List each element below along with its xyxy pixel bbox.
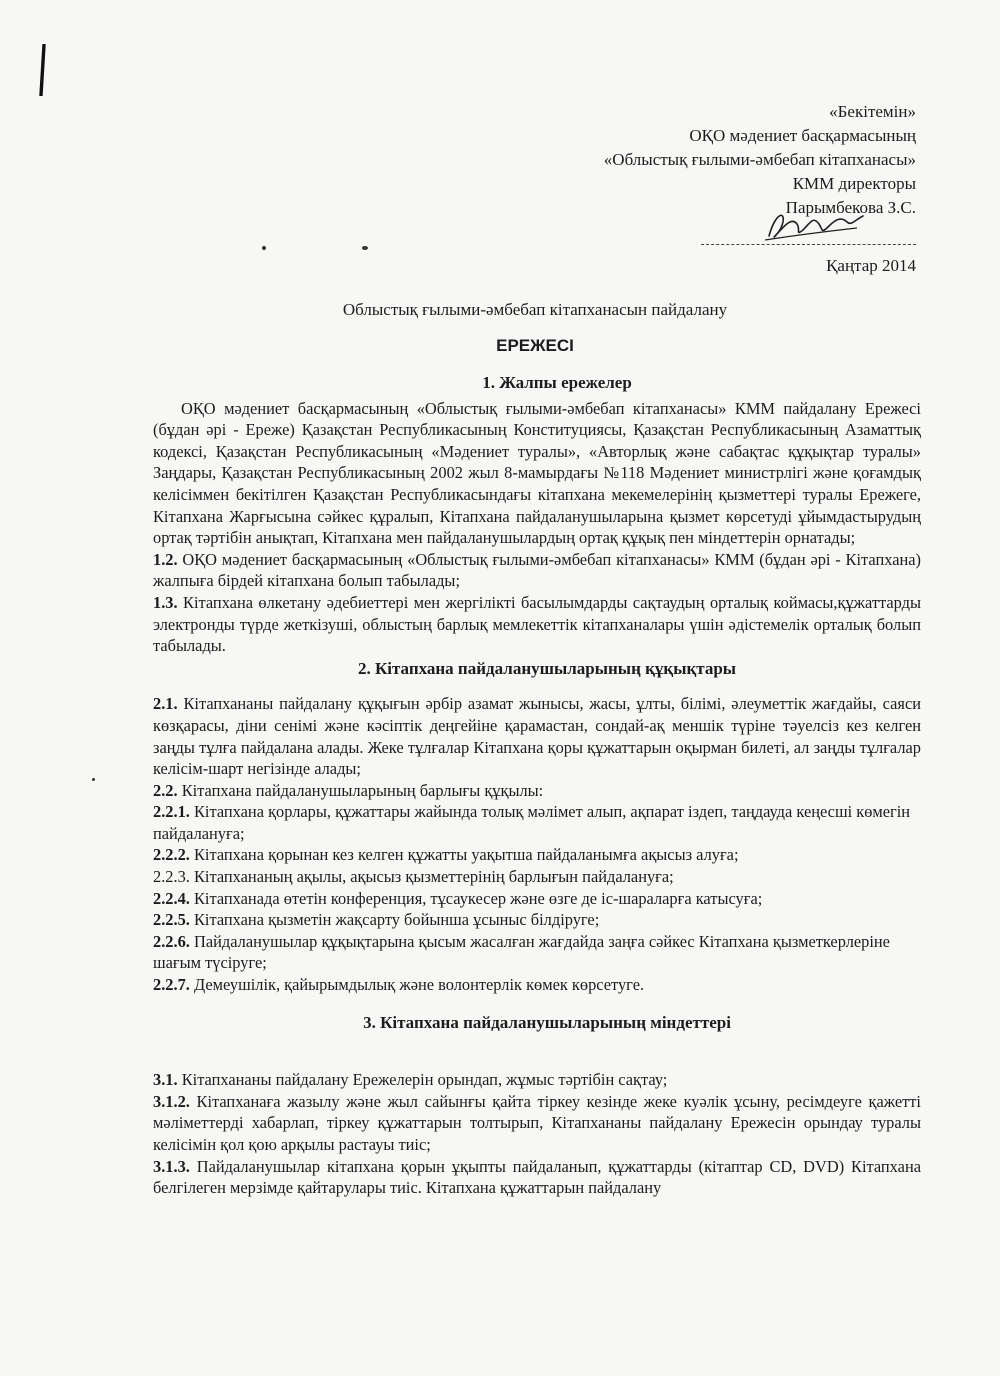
clause <box>153 1091 921 1156</box>
approval-date: Қаңтар 2014 <box>826 256 916 275</box>
clause-text: Кітапханада өтетін конференция, тұсаукесер және өзге де іс-шараларға катысуға; <box>194 888 763 908</box>
clause-text: Кітапхана қорлары, құжаттары жайында толық мәлімет алып, ақпарат іздеп, таңдауда кеңесші көмегін пайдалануға; <box>153 802 911 843</box>
clause <box>153 866 921 888</box>
pen-mark <box>38 44 48 96</box>
approval-line: КММ директоры <box>792 174 916 193</box>
approval-line: Парымбекова З.С. <box>785 198 916 217</box>
clause-number: 2.2.3. <box>153 867 190 887</box>
signature <box>761 206 871 246</box>
clause <box>153 549 921 592</box>
clause <box>153 693 921 779</box>
section-2-title: 2. Кітапхана пайдаланушыларының құқықтары <box>357 658 737 678</box>
clause <box>153 909 921 931</box>
clause-number: 3.1.3. <box>153 1156 190 1176</box>
clause-text: Кітапханаға жазылу және жыл сайынғы қайта тіркеу кезінде жеке куәлік ұсыну, ресімдеуге қажетті мәліметтерді хабарлап, тіркеу құжаттарын толтырып, Кітапхананы пайдалану Ережесін орындау туралы келісімін қол қою арқылы растауы тиіс; <box>153 1091 921 1154</box>
clause-text: Кітапхана пайдаланушыларының барлығы құқылы: <box>177 780 544 800</box>
approval-line: ОҚО мәдениет басқармасының <box>689 126 916 145</box>
clause <box>153 888 921 910</box>
clause-number: 1.2. <box>153 549 178 569</box>
section-1-title: 1. Жалпы ережелер <box>482 373 632 392</box>
clause-number: 1.3. <box>153 592 178 612</box>
clause-text: Кітапхана қызметін жақсарту бойынша ұсыныс білдіруге; <box>194 910 600 930</box>
clause <box>153 974 921 996</box>
approval-line: «Бекітемін» <box>829 102 916 121</box>
signature-line <box>701 224 916 245</box>
clause <box>153 931 921 974</box>
clause-text: Пайдаланушылар құқықтарына қысым жасалған жағдайда заңға сәйкес Кітапхана қызметкерлеріне шағым түсіруге; <box>153 931 890 973</box>
approval-line: «Облыстық ғылыми-әмбебап кітапханасы» <box>603 150 916 169</box>
clause <box>153 801 921 844</box>
clause <box>153 1069 921 1091</box>
clause-number: 2.2.6. <box>153 931 190 951</box>
section-3-title: 3. Кітапхана пайдаланушыларының міндеттері <box>363 1012 731 1032</box>
clause-text: Кітапхананы пайдалану құқығын әрбір азамат жынысы, жасы, ұлты, білімі, әлеуметтік жағдайы, саяси көзқарасы, діни сенімі және кәсіптік деңгейіне қарамастан, сондай-ақ меншік түріне тәуелсіз кез келген заңды тұлға пайдалана алады. Жеке тұлғалар Кітапхана қоры құжаттарын оқырман билеті, ал заңды тұлғалар келісім-шарт негізінде алады; <box>153 694 921 779</box>
clause-text: Кітапхананы пайдалану Ережелерін орындап, жұмыс тәртібін сақтау; <box>181 1070 668 1090</box>
clause-number: 3.1.2. <box>153 1091 190 1111</box>
clause-number: 2.2.1. <box>153 802 190 822</box>
clause-number: 2.1. <box>153 694 178 714</box>
clause <box>153 844 921 866</box>
document-title: ЕРЕЖЕСІ <box>496 336 574 355</box>
speck <box>262 246 266 250</box>
clause-number: 2.2. <box>153 780 178 800</box>
clause-text: ОҚО мәдениет басқармасының «Облыстық ғылыми-әмбебап кітапханасы» КММ (бұдан әрі - Кітапхана) жалпыға бірдей кітапхана болып табылады; <box>153 549 921 591</box>
section-1-intro: ОҚО мәдениет басқармасының «Облыстық ғылыми-әмбебап кітапханасы» КММ пайдалану Ережесі (бұдан әрі - Ереже) Қазақстан Республикасының Конституциясы, Қазақстан Республикасының Азаматтық кодексі, Қазақстан Республикасының «Мәдениет туралы», «Авторлық және сабақтас құқықтар туралы» Заңдары, Қазақстан Республикасының 2002 жыл 8-мамырдағы №118 Мәдениет министрлігі және қоғамдық келісіммен бекітілген Қазақстан Республикасындағы кітапхана мекемелерінің қызметтері туралы Ережеге, Кітапхана Жарғысына сәйкес құралып, Кітапхана пайдаланушыларына қызмет көрсетуді ұйымдастырудың ортақ тәртібін анықтап, Кітапхана мен пайдаланушылардың ортақ құқық пен міндеттерін орнатады; <box>153 398 921 548</box>
clause-number: 3.1. <box>153 1070 178 1090</box>
speck <box>92 778 95 781</box>
clause-number: 2.2.7. <box>153 975 190 995</box>
document-subtitle: Облыстық ғылыми-әмбебап кітапханасын пайдалану <box>342 300 728 319</box>
speck <box>362 246 368 250</box>
approval-block <box>604 100 916 278</box>
clause-number: 2.2.5. <box>153 910 190 930</box>
document-body <box>153 372 921 1199</box>
clause <box>153 592 921 657</box>
clause-text: Кітапхана өлкетану әдебиеттері мен жергілікті басылымдарды сақтаудың орталық коймасы,құжаттарды электронды түрде жеткізуші, облыстың барлық мемлекеттік кітапханалары үшін әдістемелік орталық болып табылады. <box>153 592 921 656</box>
clause-text: Кітапхананың ақылы, ақысыз қызметтерінің барлығын пайдалануға; <box>194 867 674 887</box>
clause-text: Демеушілік, қайырымдылық және волонтерлік көмек көрсетуге. <box>194 975 645 995</box>
clause-number: 2.2.2. <box>153 845 190 865</box>
clause-number: 2.2.4. <box>153 888 190 908</box>
clause <box>153 780 921 802</box>
clause-text: Пайдаланушылар кітапхана қорын ұқыпты пайдаланып, құжаттарды (кітаптар CD, DVD) Кітапхана белгілеген мерзімде қайтарулары тиіс. Кітапхана құжаттарын пайдалану <box>153 1156 921 1198</box>
clause <box>153 1156 921 1199</box>
clause-text: Кітапхана қорынан кез келген құжатты уақытша пайдаланымға ақысыз алуға; <box>194 845 739 865</box>
document-header <box>0 300 1000 356</box>
